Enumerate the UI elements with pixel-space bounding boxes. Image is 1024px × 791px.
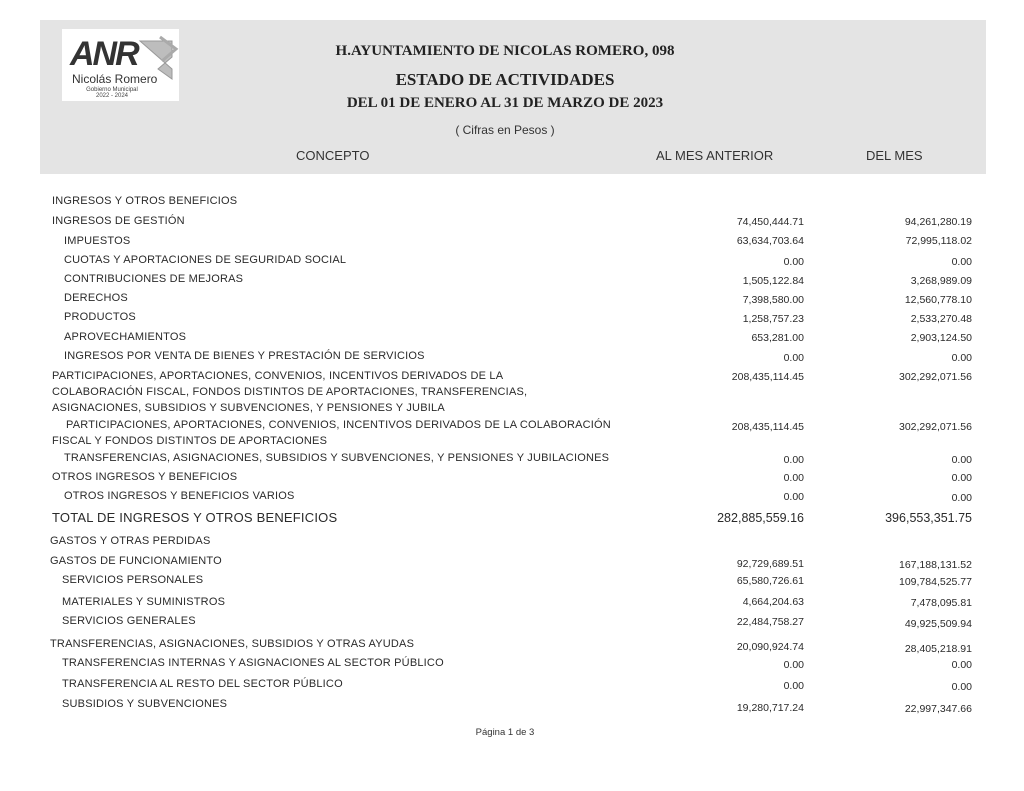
row-label: TRANSFERENCIAS INTERNAS Y ASIGNACIONES AL SECTOR PÚBLICO (62, 657, 444, 669)
row-label: INGRESOS DE GESTIÓN (52, 215, 185, 227)
row-label: CUOTAS Y APORTACIONES DE SEGURIDAD SOCIAL (64, 254, 347, 266)
row-label: SUBSIDIOS Y SUBVENCIONES (62, 698, 228, 710)
logo-monogram: ANR (70, 35, 138, 73)
value-month: 49,925,509.94 (904, 618, 972, 630)
row-label: SERVICIOS GENERALES (62, 615, 196, 627)
value-previous: 1,258,757.23 (742, 313, 804, 325)
value-month: 109,784,525.77 (899, 576, 972, 588)
value-previous: 1,505,122.84 (742, 275, 804, 287)
logo-sub-line2: 2022 - 2024 (95, 93, 129, 99)
value-month: 0.00 (951, 256, 972, 268)
value-month: 167,188,131.52 (899, 559, 972, 571)
row-label: MATERIALES Y SUMINISTROS (62, 596, 226, 608)
value-previous: 22,484,758.27 (736, 616, 804, 628)
value-previous: 282,885,559.16 (717, 511, 804, 525)
value-previous: 653,281.00 (751, 332, 804, 344)
value-previous: 4,664,204.63 (742, 596, 804, 608)
value-month: 12,560,778.10 (904, 294, 972, 306)
value-previous: 0.00 (783, 472, 804, 484)
value-previous: 7,398,580.00 (742, 294, 804, 306)
value-month: 2,533,270.48 (910, 313, 972, 325)
value-month: 72,995,118.02 (905, 235, 972, 247)
row-label: IMPUESTOS (64, 235, 131, 247)
row-label: GASTOS Y OTRAS PERDIDAS (50, 535, 211, 547)
value-month: 0.00 (951, 659, 972, 671)
value-previous: 0.00 (783, 659, 804, 671)
value-month: 0.00 (951, 352, 972, 364)
row-label: TRANSFERENCIA AL RESTO DEL SECTOR PÚBLICO (62, 678, 343, 690)
row-label: PARTICIPACIONES, APORTACIONES, CONVENIOS, INCENTIVOS DERIVADOS DE LA COLABORACIÓN FISCAL, FONDOS DISTINTOS DE APORTACIONES, TRANSFERENCIAS, ASIGNACIONES, SUBSIDIOS Y SUBVENCIONES, Y PENSIONES Y JUBILA (52, 370, 528, 414)
value-month: 3,268,989.09 (910, 275, 972, 287)
value-month: 22,997,347.66 (904, 703, 972, 715)
row-label: OTROS INGRESOS Y BENEFICIOS VARIOS (64, 490, 295, 502)
row-label: SERVICIOS PERSONALES (62, 574, 204, 586)
row-label: CONTRIBUCIONES DE MEJORAS (64, 273, 244, 285)
value-month: 396,553,351.75 (885, 511, 972, 525)
value-previous: 208,435,114.45 (731, 421, 804, 433)
value-month: 0.00 (951, 472, 972, 484)
value-month: 0.00 (951, 454, 972, 466)
value-month: 0.00 (951, 681, 972, 693)
value-previous: 0.00 (783, 680, 804, 692)
report-title: ESTADO DE ACTIVIDADES (395, 70, 615, 89)
value-month: 0.00 (951, 492, 972, 504)
value-previous: 20,090,924.74 (736, 641, 804, 653)
value-previous: 0.00 (783, 454, 804, 466)
column-header-concept: CONCEPTO (296, 148, 370, 163)
value-month: 302,292,071.56 (899, 421, 972, 433)
row-label: TRANSFERENCIAS, ASIGNACIONES, SUBSIDIOS Y OTRAS AYUDAS (50, 638, 415, 650)
value-previous: 0.00 (783, 256, 804, 268)
municipal-logo (62, 29, 179, 101)
value-previous: 63,634,703.64 (736, 235, 804, 247)
value-previous: 0.00 (783, 491, 804, 503)
column-header-previous: AL MES ANTERIOR (656, 148, 774, 163)
row-label: INGRESOS Y OTROS BENEFICIOS (52, 195, 238, 207)
row-label: PARTICIPACIONES, APORTACIONES, CONVENIOS, INCENTIVOS DERIVADOS DE LA COLABORACIÓN FISCAL Y FONDOS DISTINTOS DE APORTACIONES (52, 419, 611, 447)
value-month: 7,478,095.81 (910, 597, 972, 609)
row-label: PRODUCTOS (64, 311, 136, 323)
row-label: TOTAL DE INGRESOS Y OTROS BENEFICIOS (52, 510, 338, 525)
row-label: OTROS INGRESOS Y BENEFICIOS (52, 471, 238, 483)
logo-sub-line1: Gobierno Municipal (86, 87, 138, 93)
row-label: INGRESOS POR VENTA DE BIENES Y PRESTACIÓN DE SERVICIOS (64, 350, 425, 362)
page-number: Página 1 de 3 (475, 727, 535, 738)
row-label: DERECHOS (64, 292, 128, 304)
value-month: 302,292,071.56 (899, 371, 972, 383)
row-label: GASTOS DE FUNCIONAMIENTO (50, 555, 222, 567)
row-label: TRANSFERENCIAS, ASIGNACIONES, SUBSIDIOS Y SUBVENCIONES, Y PENSIONES Y JUBILACIONES (64, 452, 610, 464)
value-month: 94,261,280.19 (904, 216, 972, 228)
column-header-month: DEL MES (866, 148, 923, 163)
value-previous: 0.00 (783, 352, 804, 364)
logo-name: Nicolás Romero (72, 72, 158, 86)
row-label: APROVECHAMIENTOS (64, 331, 187, 343)
value-month: 28,405,218.91 (904, 643, 972, 655)
value-previous: 208,435,114.45 (731, 371, 804, 383)
value-month: 2,903,124.50 (910, 332, 972, 344)
value-previous: 74,450,444.71 (736, 216, 804, 228)
currency-note: ( Cifras en Pesos ) (455, 123, 555, 137)
entity-title: H.AYUNTAMIENTO DE NICOLAS ROMERO, 098 (335, 43, 675, 59)
report-period: DEL 01 DE ENERO AL 31 DE MARZO DE 2023 (346, 95, 664, 111)
value-previous: 65,580,726.61 (736, 575, 804, 587)
value-previous: 19,280,717.24 (736, 702, 804, 714)
value-previous: 92,729,689.51 (736, 558, 804, 570)
